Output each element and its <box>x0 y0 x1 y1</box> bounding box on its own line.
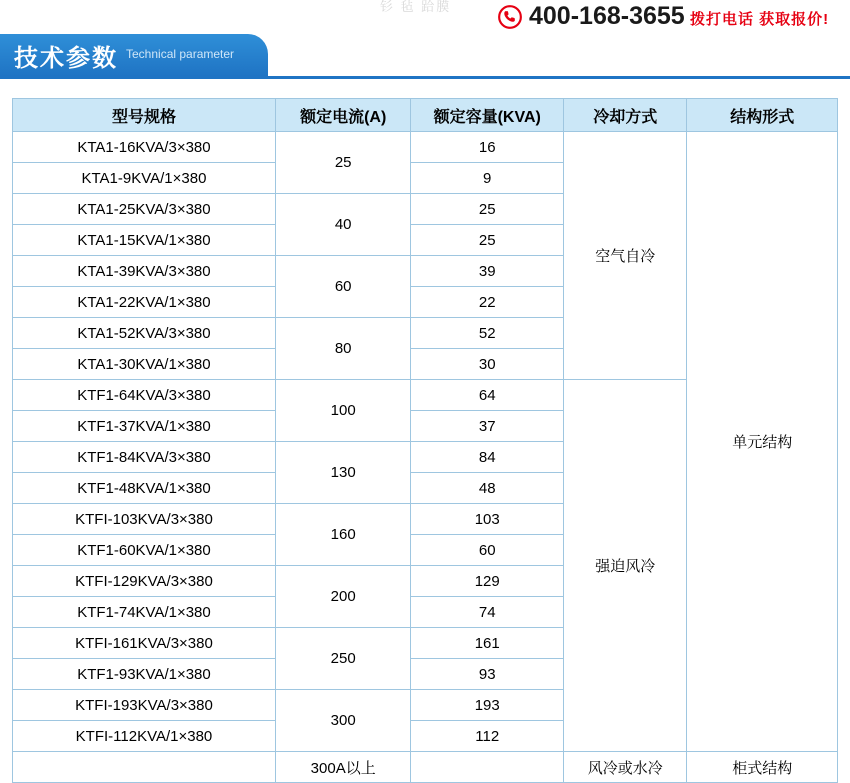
th-current: 额定电流(A) <box>275 99 410 132</box>
phone-block <box>497 2 685 31</box>
telephone-icon <box>497 4 523 30</box>
cell-capacity: 52 <box>411 318 564 349</box>
cell-capacity: 48 <box>411 473 564 504</box>
cell-model: KTA1-16KVA/3×380 <box>13 132 276 163</box>
cell-current: 160 <box>275 504 410 566</box>
table-header-row <box>13 99 838 132</box>
cell-model: KTF1-64KVA/3×380 <box>13 380 276 411</box>
cell-current: 25 <box>275 132 410 194</box>
cell-model: KTA1-52KVA/3×380 <box>13 318 276 349</box>
cell-model: KTF1-60KVA/1×380 <box>13 535 276 566</box>
cell-model: KTA1-30KVA/1×380 <box>13 349 276 380</box>
section-title-en: Technical parameter <box>126 47 235 61</box>
cell-capacity: 37 <box>411 411 564 442</box>
table-body <box>13 132 838 783</box>
cell-structure-unit: 单元结构 <box>687 132 838 752</box>
cell-model: KTF1-37KVA/1×380 <box>13 411 276 442</box>
cell-capacity: 25 <box>411 194 564 225</box>
cell-model: KTFI-161KVA/3×380 <box>13 628 276 659</box>
cell-capacity: 16 <box>411 132 564 163</box>
cell-capacity: 22 <box>411 287 564 318</box>
cell-capacity: 74 <box>411 597 564 628</box>
cell-current: 100 <box>275 380 410 442</box>
cell-model: KTA1-39KVA/3×380 <box>13 256 276 287</box>
cell-model: KTFI-193KVA/3×380 <box>13 690 276 721</box>
cell-model: KTFI-112KVA/1×380 <box>13 721 276 752</box>
th-capacity: 额定容量(KVA) <box>411 99 564 132</box>
cell-current: 130 <box>275 442 410 504</box>
th-structure: 结构形式 <box>687 99 838 132</box>
cell-model: KTA1-9KVA/1×380 <box>13 163 276 194</box>
cell-model: KTF1-74KVA/1×380 <box>13 597 276 628</box>
cell-capacity: 93 <box>411 659 564 690</box>
cell-current: 60 <box>275 256 410 318</box>
cell-capacity: 103 <box>411 504 564 535</box>
table-row <box>13 132 838 163</box>
cell-model: KTF1-93KVA/1×380 <box>13 659 276 690</box>
cell-capacity: 39 <box>411 256 564 287</box>
cell-capacity: 9 <box>411 163 564 194</box>
cell-model-last <box>13 752 276 783</box>
table-row-last <box>13 752 838 783</box>
cell-structure-cabinet: 柜式结构 <box>687 752 838 783</box>
cell-current: 40 <box>275 194 410 256</box>
cell-capacity: 161 <box>411 628 564 659</box>
cell-model: KTA1-22KVA/1×380 <box>13 287 276 318</box>
cell-capacity: 60 <box>411 535 564 566</box>
cell-capacity: 64 <box>411 380 564 411</box>
cell-cooling-natural: 空气自冷 <box>563 132 686 380</box>
faint-watermark-text: 钐 毡 跲膜 <box>380 0 452 14</box>
th-model: 型号规格 <box>13 99 276 132</box>
section-title-cn: 技术参数 <box>14 44 118 72</box>
cell-capacity: 30 <box>411 349 564 380</box>
cell-capacity: 193 <box>411 690 564 721</box>
cell-capacity: 129 <box>411 566 564 597</box>
cell-cooling-last: 风冷或水冷 <box>563 752 686 783</box>
cell-model: KTF1-84KVA/3×380 <box>13 442 276 473</box>
cell-cooling-forced: 强迫风冷 <box>563 380 686 752</box>
cell-current: 80 <box>275 318 410 380</box>
cell-capacity: 112 <box>411 721 564 752</box>
cell-model: KTA1-15KVA/1×380 <box>13 225 276 256</box>
th-cooling: 冷却方式 <box>563 99 686 132</box>
cell-model: KTFI-103KVA/3×380 <box>13 504 276 535</box>
call-cta-text[interactable]: 拨打电话 获取报价! <box>690 11 830 28</box>
cell-current-last: 300A以上 <box>275 752 410 783</box>
cell-capacity: 25 <box>411 225 564 256</box>
top-contact-bar <box>0 0 850 32</box>
cell-model: KTFI-129KVA/3×380 <box>13 566 276 597</box>
cell-capacity: 84 <box>411 442 564 473</box>
spec-table-wrap <box>0 98 850 783</box>
section-underline <box>0 76 850 79</box>
cell-current: 300 <box>275 690 410 752</box>
section-title-banner <box>0 34 268 76</box>
section-header <box>0 34 850 76</box>
phone-number[interactable]: 400-168-3655 <box>529 2 685 30</box>
cell-model: KTF1-48KVA/1×380 <box>13 473 276 504</box>
cell-current: 250 <box>275 628 410 690</box>
cell-model: KTA1-25KVA/3×380 <box>13 194 276 225</box>
cell-capacity-last <box>411 752 564 783</box>
spec-table <box>12 98 838 783</box>
cell-current: 200 <box>275 566 410 628</box>
